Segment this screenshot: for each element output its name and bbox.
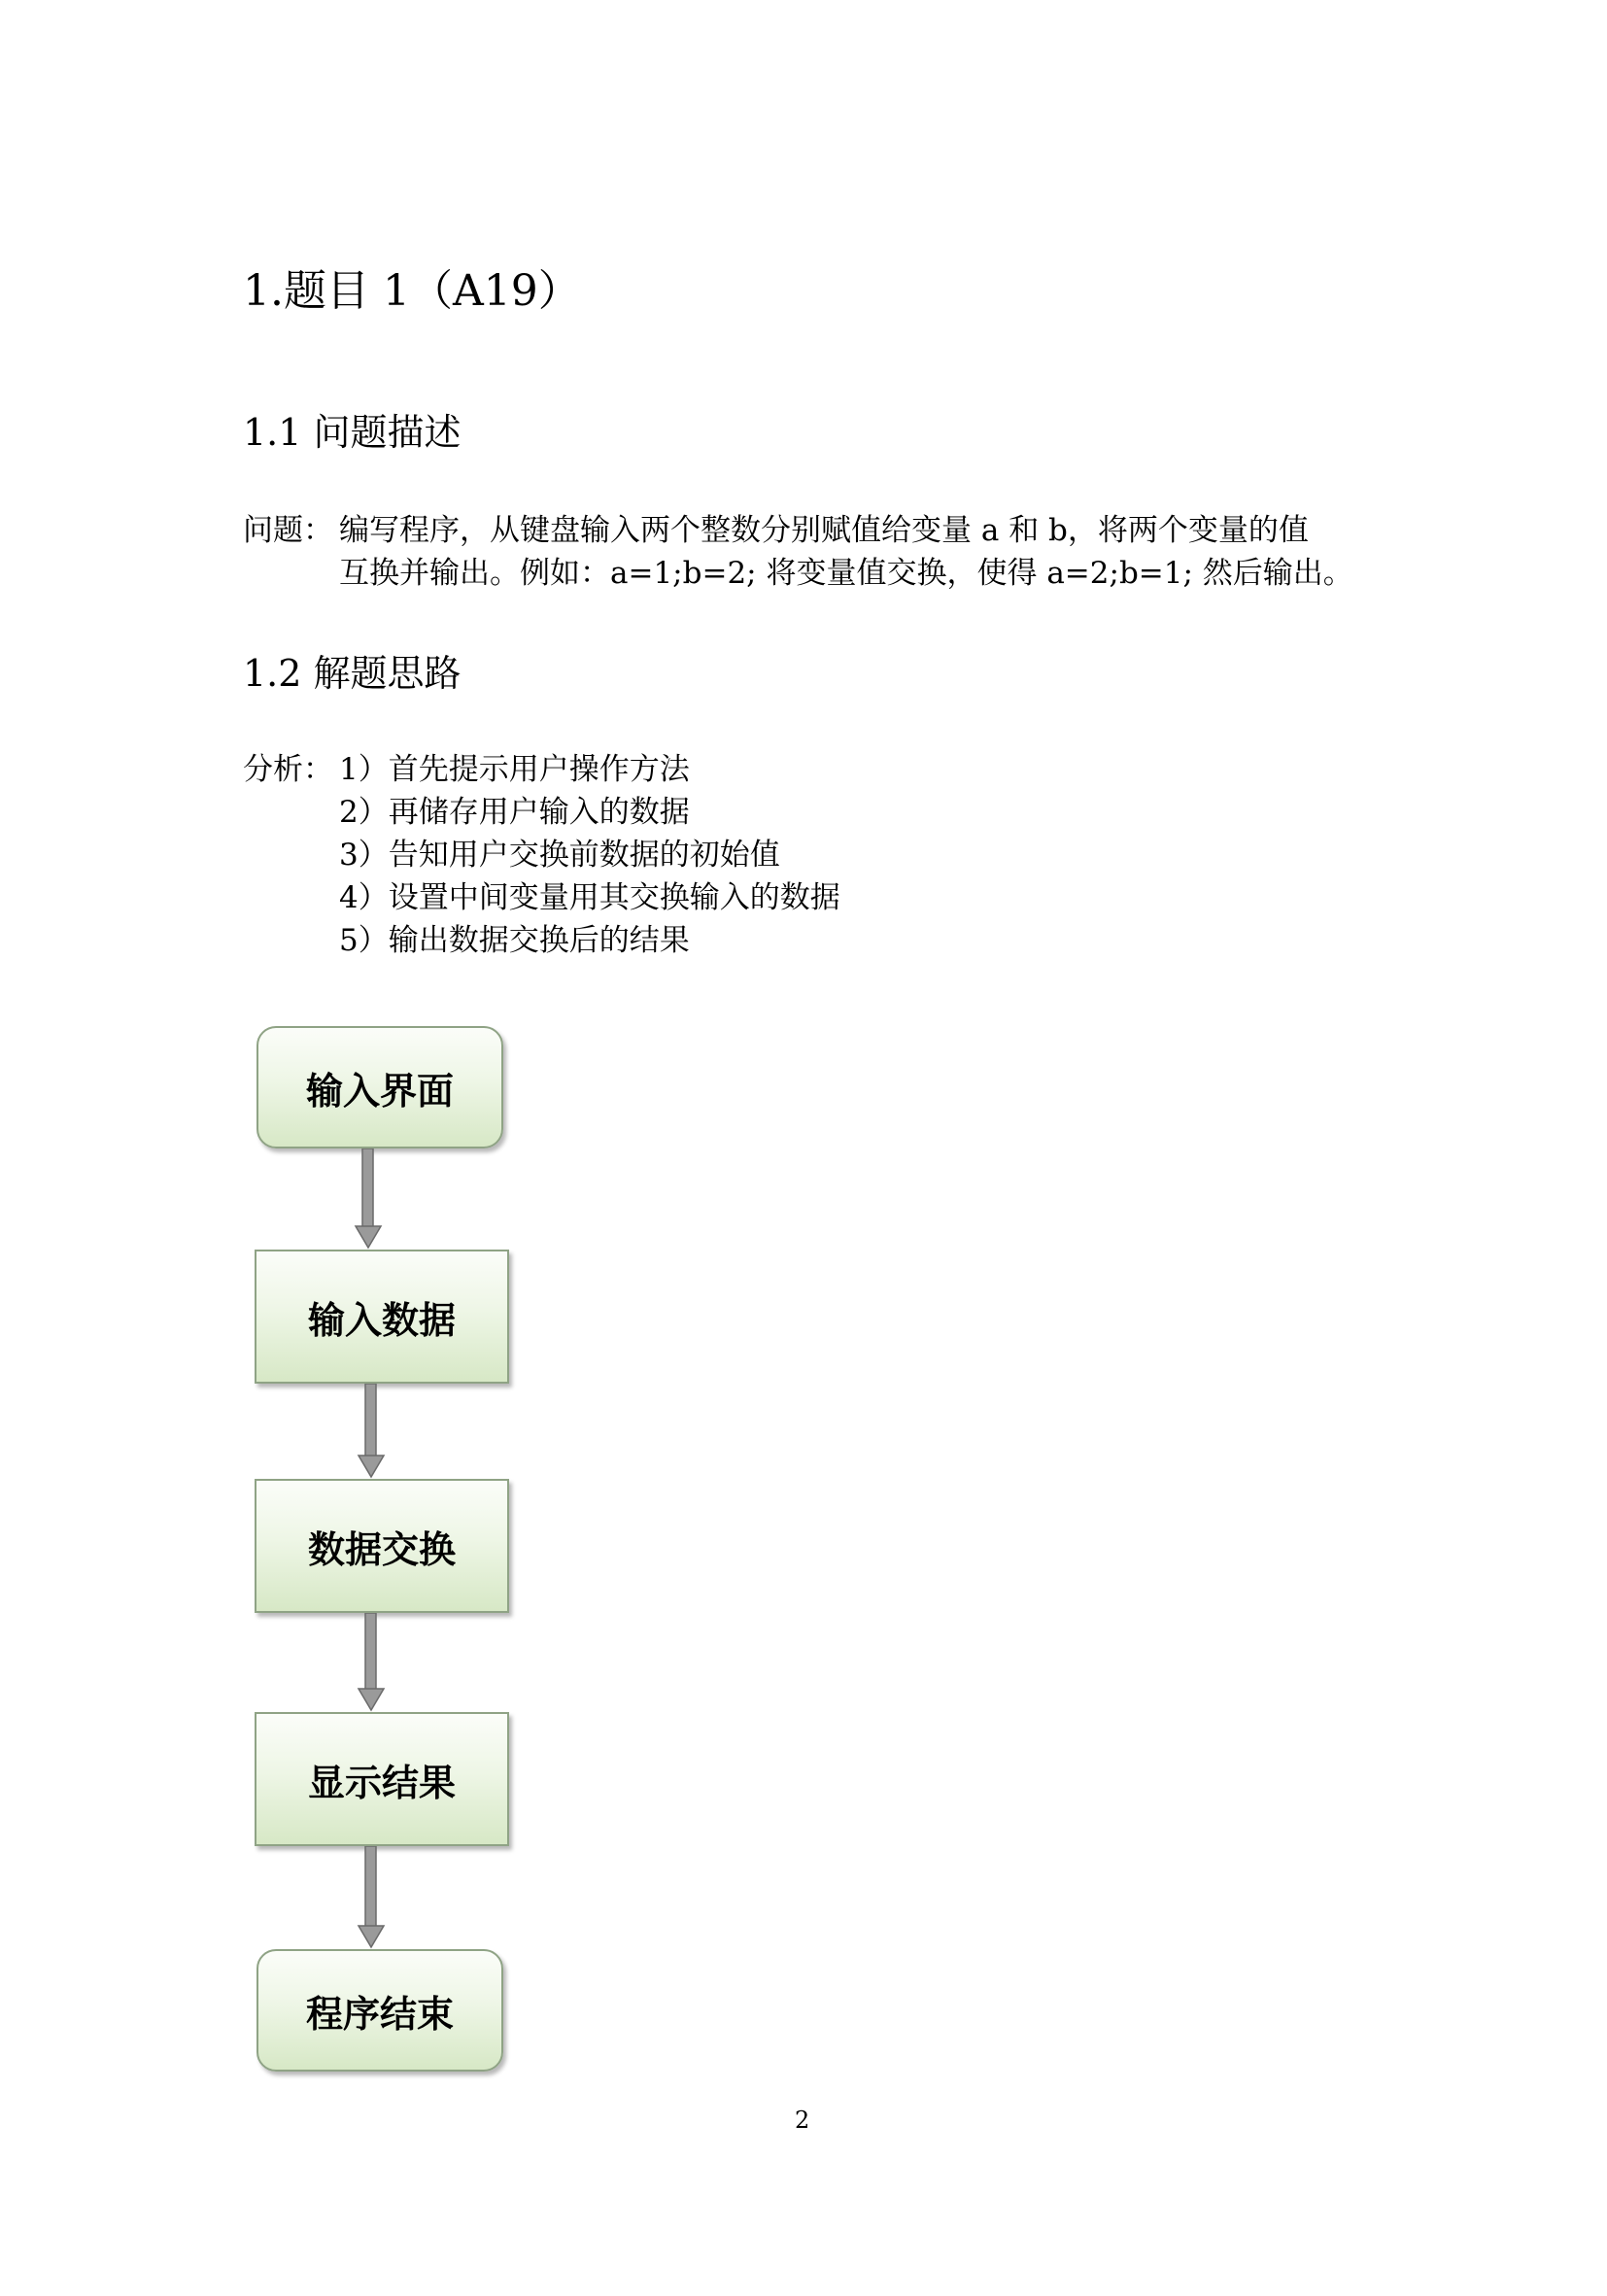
problem-text-line-2: 互换并输出。例如：a=1;b=2; 将变量值交换，使得 a=2;b=1; 然后输出。 [339, 556, 1353, 591]
page-number: 2 [795, 2107, 810, 2134]
flow-arrow-1 [354, 1148, 383, 1250]
approach-item: 3）告知用户交换前数据的初始值 [339, 838, 780, 873]
section-title: 1.题目 1（A19） [243, 266, 581, 316]
approach-prefix: 分析： [243, 752, 333, 787]
approach-item: 4）设置中间变量用其交换输入的数据 [339, 880, 840, 915]
flow-step-show-result: 显示结果 [255, 1712, 509, 1846]
problem-prefix: 问题： [243, 513, 333, 548]
flow-step-swap-data: 数据交换 [255, 1479, 509, 1613]
approach-item: 2）再储存用户输入的数据 [339, 795, 690, 830]
flow-step-input-data: 输入数据 [255, 1250, 509, 1384]
approach-item: 1）首先提示用户操作方法 [339, 752, 690, 787]
flow-arrow-4 [357, 1846, 386, 1949]
flow-step-input-screen: 输入界面 [256, 1026, 503, 1148]
problem-heading: 1.1 问题描述 [243, 411, 462, 454]
problem-text-line-1: 编写程序，从键盘输入两个整数分别赋值给变量 a 和 b，将两个变量的值 [339, 513, 1309, 548]
flow-step-program-end: 程序结束 [256, 1949, 503, 2072]
approach-item: 5）输出数据交换后的结果 [339, 923, 690, 958]
flow-arrow-3 [357, 1613, 386, 1712]
approach-heading: 1.2 解题思路 [243, 652, 462, 695]
flow-arrow-2 [357, 1384, 386, 1479]
